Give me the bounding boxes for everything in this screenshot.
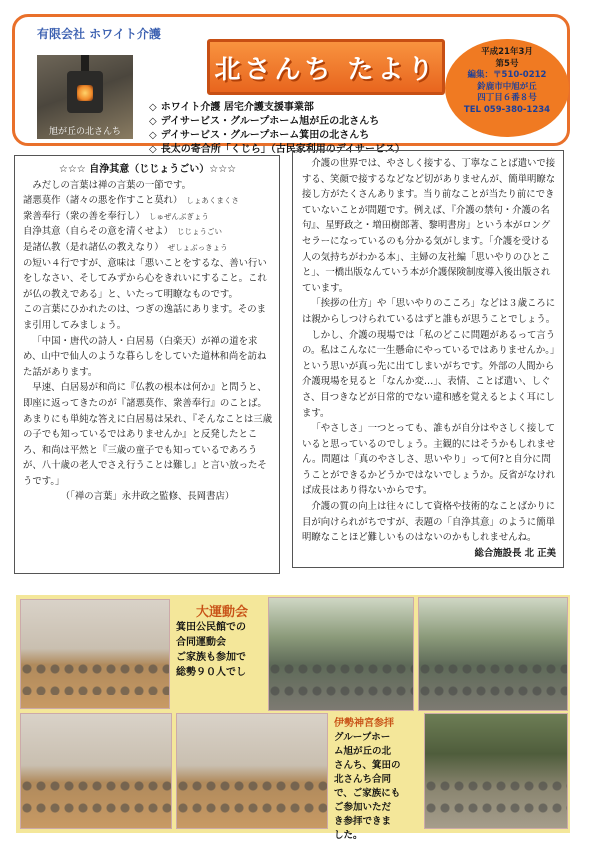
service-item: ◇ デイサービス・グループホーム旭が丘の北さんち [149,116,380,127]
ise-shrine-caption: 伊勢神宮参拝 グループホー ム旭が丘の北 さんち、箕田の 北さんち合同 で、ご家族にも ご参加いただ き参拝できま した。 [334,717,422,843]
verse-line: 是諸仏教（是れ諸仏の教えなり） ぜしょぶっきょう [23,241,228,253]
service-item: ◇ デイサービス・グループホーム箕田の北さんち [149,130,370,141]
bullet-icon: ◇ [149,102,157,113]
photo-shrine-visit-3 [424,713,568,829]
body-paragraph: の短い４行ですが、意味は「悪いことをするな、善い行いをしなさい、そしてみずから心をきれいにすること。これが仏の教えである」と、いたって明瞭なものです。 [23,257,267,300]
article-title: ☆☆☆ 自浄其意（じじょうごい）☆☆☆ [58,164,237,175]
issue-info-badge [445,39,569,137]
author-signature: 総合施設長 北 正美 [474,547,556,559]
verse-line: 衆善奉行（衆の善を奉行し） しゅぜんぶぎょう [23,210,209,222]
photo-sports-day-1 [20,599,170,709]
photo-shrine-visit-1 [268,597,414,711]
address-line-1: 鈴鹿市中旭が丘 [477,81,537,92]
verse-ruby: じじょうごい [177,227,223,237]
body-paragraph: 介護の質の向上は往々にして資格や技術的なことばかりに目が向けられがちですが、表題の「自浄其意」のように簡単明瞭なことほど難しいものはないのかもしれませんね。 [302,501,556,544]
right-article [292,150,564,568]
issue-number: 第5号 [495,58,519,69]
body-paragraph: 「やさしさ」一つとっても、誰もが自分はやさしく接していると思っているのでしょう。主観的にはそうかもしれません。問題は「真のやさしさ、思いやり」って何?と自分に問うことができるかどうかではないでしょうか。反省がなければ成長はあり得ないからです。 [302,423,556,497]
services-list [149,101,405,157]
photo-caption: 旭が丘の北さんち [48,127,121,137]
verse-line: 自浄其意（自らその意を清くせよ） じじょうごい [23,226,223,238]
phone-number: TEL 059-380-1234 [463,104,551,115]
header-photo [37,55,133,139]
address-line-2: 四丁目６番８号 [477,93,537,103]
verse-ruby: しゅぜんぶぎょう [148,211,209,221]
body-paragraph: 「挨拶の仕方」や「思いやりのこころ」などは３歳ころには親からしつけられているはずと誰もが思うことでしょう。 [302,298,556,325]
body-paragraph: しかし、介護の現場では「私のどこに問題があるって言うの。私はこんなに一生懸命にやっているではありませんか。」という思いが真っ先に出てしまいがちです。外部の人間から介護現場を見ると「なんか変…」、表情、ことば遣い、しぐさ、目つきなどが日常的でない違和感を覚えるとよく耳にします。 [302,329,556,419]
photo-panel [16,595,570,841]
service-item: ◇ ホワイト介護 居宅介護支援事業部 [149,102,314,113]
newsletter-title: 北さんち たより [207,39,445,95]
body-paragraph: 介護の世界では、やさしく接する、丁寧なことば遣いで接する、笑顔で接するなどなど切がありませんが、簡単明瞭な接し方がたくさんあります。当り前なことが当たり前にできていないことが問題です。例えば、『介護の禁句・介護の名句』、星野政之・増田樹郎著、黎明書房」という本がロングセラーになっているのも分かる気がします。「介護を受ける人の気持ちがわかる本」、主婦の友社編「思いやりのひとこと」、一橋出版なんていう本が介護保険制度導入後出版されています。 [302,158,556,294]
photo-sports-day-3 [176,713,328,829]
left-article [14,155,280,574]
photo-sports-day-2 [20,713,172,829]
bullet-icon: ◇ [149,144,157,155]
photo-shrine-visit-2 [418,597,568,711]
fire [77,85,93,101]
issue-date: 平成21年3月 [481,47,533,57]
verse-ruby: しょあくまくさ [186,196,239,206]
verse-ruby: ぜしょぶっきょう [167,242,228,252]
source-citation: （「禅の言葉」永井政之監修、長岡書店） [60,491,235,503]
quote-paragraph: 早速、白居易が和尚に『仏教の根本は何か』と問うと、即座に返ってきたのが『諸悪莫作、衆善奉行』のことば。あまりにも単純な答えに白居易は呆れ、『そんなことは三歳の子でも知っているではありませんか』と反発したところ、和尚は平然と『三歳の童子でも知っているであろうが、八十歳の老人でさえ行うことは難し』と言い放ったそうです。」 [23,382,272,487]
body-paragraph: この言葉にひかれたのは、つぎの逸話にあります。そのまま引用してみましょう。 [23,304,267,331]
bullet-icon: ◇ [149,130,157,141]
header-box [12,14,570,155]
editor-label: 編集：〒510-0212 [467,70,547,80]
quote-paragraph: 「中国・唐代の詩人・白居易（白楽天）が禅の道を求め、山中で仙人のような暮らしをしていた道林和尚を訪ねた話があります。 [23,335,267,378]
bullet-icon: ◇ [149,116,157,127]
company-name: 有限会社 ホワイト介護 [37,27,161,41]
ise-shrine-title: 伊勢神宮参拝 [334,718,394,729]
verse-line: 諸悪莫作（諸々の悪を作すこと莫れ） しょあくまくさ [23,195,239,207]
intro-paragraph: みだしの言葉は禅の言葉の一節です。 [32,179,192,191]
sports-day-caption: 大運動会 箕田公民館での 合同運動会 ご家族も参加で 総勢９０人でし [176,605,268,680]
sports-day-title: 大運動会 [195,605,248,620]
service-item: ◇ 長太の寄合所「くじら」（古民家利用のデイサービス） [149,144,406,155]
